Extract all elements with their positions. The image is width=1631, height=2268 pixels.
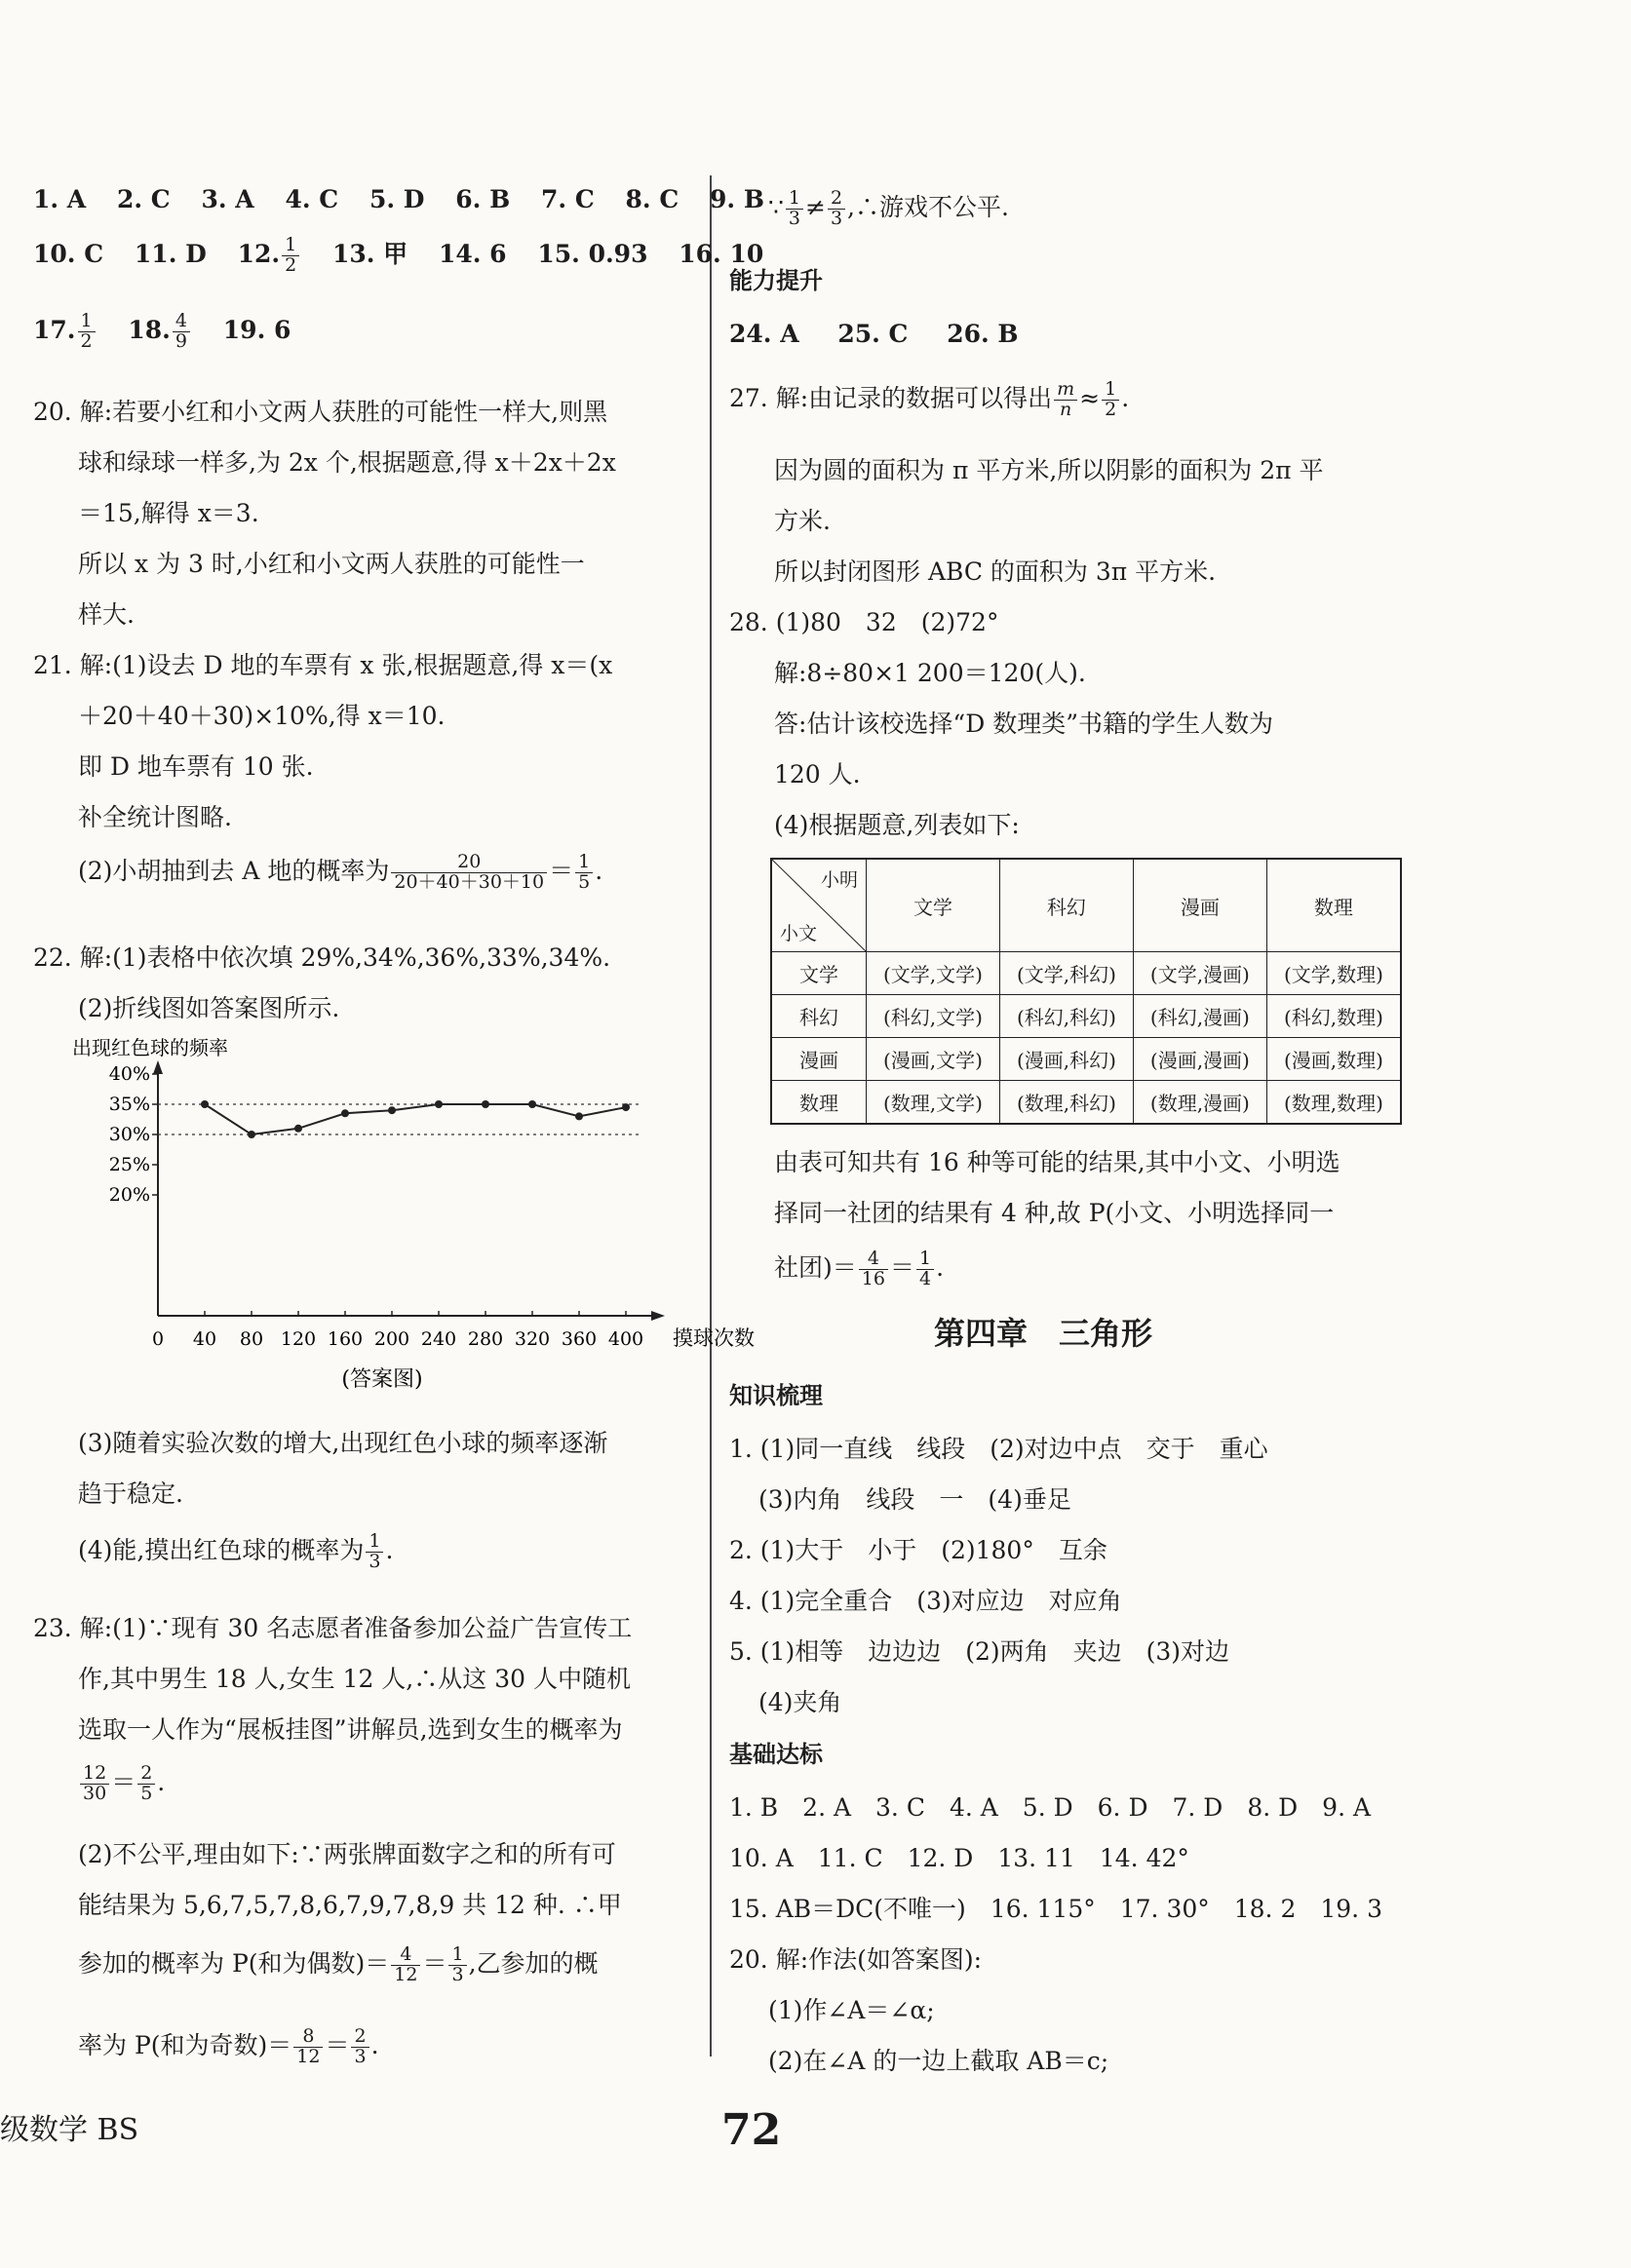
approx-sign: ≈ (1079, 383, 1101, 412)
q22-part4: (4)能,摸出红色球的概率为 $\frac{1}{3}$ . (78, 1530, 394, 1572)
q27-line1: 27. 解:由记录的数据可以得出 $\frac{m}{n}$ ≈ $\frac{1}{2}$ . (729, 378, 1130, 420)
table-cell: (数理,科幻) (999, 1081, 1133, 1125)
table-cell: (漫画,科幻) (999, 1038, 1133, 1081)
q23-line: 选取一人作为“展板挂图”讲解员,选到女生的概率为 (78, 1715, 623, 1744)
answer-16: 16. 10 (679, 239, 764, 268)
q23-line: 作,其中男生 18 人,女生 12 人,∴从这 30 人中随机 (78, 1665, 631, 1693)
answer-5: 5. D (369, 185, 425, 213)
answer-1: 1. A (33, 185, 87, 213)
q21-line: 21. 解:(1)设去 D 地的车票有 x 张,根据题意,得 x＝(x (33, 651, 613, 679)
table-row (771, 995, 1401, 1038)
knowledge-line: (4)夹角 (758, 1688, 842, 1716)
fraction: $\frac{1}{2}$ (1102, 380, 1119, 420)
table-row (771, 1038, 1401, 1081)
table-cell: (文学,科幻) (999, 952, 1133, 995)
answer-7: 7. C (541, 185, 595, 213)
fraction: $\frac{4}{9}$ (173, 312, 190, 352)
fraction: $\frac{1}{4}$ (916, 1249, 934, 1289)
table-col-header: 漫画 (1133, 859, 1266, 952)
q20-line: 样大. (78, 600, 135, 629)
section-heading-knowledge: 知识梳理 (729, 1382, 823, 1409)
basic-line: 15. AB＝DC(不唯一) 16. 115° 17. 30° 18. 2 19. 3 (729, 1895, 1382, 1923)
data-point (341, 1109, 349, 1117)
answers-1-9 (33, 187, 764, 211)
q23-result2: 参加的概率为 P(和为偶数)＝ $\frac{4}{12}$ ＝ $\frac{1}{3}$ ,乙参加的概 (78, 1943, 599, 1985)
table-row (771, 952, 1401, 995)
q20-line: 球和绿球一样多,为 2x 个,根据题意,得 x＋2x＋2x (78, 448, 616, 477)
fraction: $\frac{2}{3}$ (351, 2027, 369, 2067)
section-heading-basic: 基础达标 (729, 1741, 823, 1768)
table-cell: (文学,数理) (1266, 952, 1401, 995)
table-row-header: 文学 (771, 952, 867, 995)
table-cell: (文学,文学) (867, 952, 1000, 995)
fraction: $\frac{2}{5}$ (137, 1764, 155, 1804)
answer-2: 2. C (117, 185, 171, 213)
fraction: $\frac{4}{16}$ (859, 1249, 888, 1289)
answer-13: 13. 甲 (331, 239, 408, 268)
basic-line: 1. B 2. A 3. C 4. A 5. D 6. D 7. D 8. D 9. A (729, 1793, 1372, 1822)
answer-6: 6. B (455, 185, 511, 213)
fraction: $\frac{2}{3}$ (828, 189, 845, 229)
data-point (294, 1125, 302, 1133)
corner-label-xiaowen: 小文 (780, 923, 818, 944)
y-tick-label: 25% (108, 1154, 150, 1175)
q27-text: 27. 解:由记录的数据可以得出 (729, 383, 1053, 412)
equals-sign: ＝ (549, 856, 574, 885)
y-tick-label: 20% (108, 1184, 150, 1206)
q22-line: 趋于稳定. (78, 1480, 183, 1508)
q28-line: (4)根据题意,列表如下: (774, 811, 1020, 839)
answer-8: 8. C (625, 185, 680, 213)
q28-line: 解:8÷80×1 200＝120(人). (774, 659, 1086, 687)
table-cell: (漫画,文学) (867, 1038, 1000, 1081)
answers-24-26 (729, 322, 1019, 346)
answer-26: 26. B (947, 320, 1019, 348)
x-tick-label: 400 (607, 1328, 644, 1350)
q22-line: 22. 解:(1)表格中依次填 29%,34%,36%,33%,34%. (33, 943, 611, 972)
q28-line: 答:估计该校选择“D 数理类”书籍的学生人数为 (774, 710, 1273, 738)
q23-line: (2)不公平,理由如下:∵两张牌面数字之和的所有可 (78, 1840, 616, 1868)
data-point (482, 1100, 489, 1108)
table-cell: (数理,文学) (867, 1081, 1000, 1125)
page-number: 72 (721, 2105, 782, 2155)
data-point (528, 1100, 536, 1108)
table-cell: (漫画,漫画) (1133, 1038, 1266, 1081)
q21-part2: (2)小胡抽到去 A 地的概率为 $\frac{20}{20+40+30+10}$ ＝ $\frac{1}{5}$ . (78, 851, 603, 893)
frequency-series-line (205, 1104, 626, 1134)
fraction: $\frac{8}{12}$ (293, 2027, 323, 2067)
answer-11: 11. D (134, 239, 207, 268)
table-row (771, 1081, 1401, 1125)
table-col-header: 数理 (1266, 859, 1401, 952)
answer-24: 24. A (729, 320, 799, 348)
data-point (248, 1131, 255, 1138)
q23-odd-lead: ,乙参加的概 (468, 1948, 599, 1978)
q21-part2-text: (2)小胡抽到去 A 地的概率为 (78, 856, 390, 885)
x-tick-label: 200 (373, 1328, 410, 1350)
data-point (388, 1106, 396, 1114)
chart-caption: (答案图) (341, 1367, 423, 1392)
footer-subject: 级数学 BS (0, 2113, 139, 2147)
q23-odd-text: 率为 P(和为奇数)＝ (78, 2030, 292, 2059)
left-edge-marks (0, 175, 4, 2057)
data-point (622, 1103, 630, 1111)
knowledge-line: 4. (1)完全重合 (3)对应边 对应角 (729, 1587, 1122, 1615)
answer-25: 25. C (837, 320, 909, 348)
q21-line: 补全统计图略. (78, 803, 232, 831)
knowledge-line: 5. (1)相等 边边边 (2)两角 夹边 (3)对边 (729, 1637, 1230, 1666)
table-cell: (数理,漫画) (1133, 1081, 1266, 1125)
x-tick-label: 40 (192, 1328, 217, 1350)
fraction: $\frac{12}{30}$ (80, 1764, 109, 1804)
answer-9: 9. B (710, 185, 764, 213)
fraction: $\frac{1}{3}$ (366, 1532, 383, 1572)
answer-17: 17. (33, 315, 76, 344)
fraction: $\frac{20}{20+40+30+10}$ (391, 853, 547, 893)
y-tick-label: 35% (108, 1094, 150, 1115)
q21-line: ＋20＋40＋30)×10%,得 x＝10. (78, 702, 446, 730)
table-row-header: 科幻 (771, 995, 867, 1038)
fraction: $\frac{1}{3}$ (448, 1945, 466, 1985)
x-tick-label: 80 (239, 1328, 264, 1350)
table-col-header: 文学 (867, 859, 1000, 952)
q23-result1: $\frac{12}{30}$ ＝ $\frac{2}{5}$ . (78, 1764, 165, 1804)
fraction: $\frac{1}{5}$ (575, 853, 593, 893)
q22-line: (3)随着实验次数的增大,出现红色小球的频率逐渐 (78, 1429, 608, 1457)
table-cell: (科幻,漫画) (1133, 995, 1266, 1038)
x-tick-label: 0 (151, 1328, 165, 1350)
table-cell: (文学,漫画) (1133, 952, 1266, 995)
q22-line: (2)折线图如答案图所示. (78, 994, 340, 1022)
q28-line: 28. (1)80 32 (2)72° (729, 608, 999, 636)
outcome-table (770, 858, 1402, 1125)
section-heading-ability: 能力提升 (729, 267, 823, 294)
table-cell: (科幻,科幻) (999, 995, 1133, 1038)
q21-line: 即 D 地车票有 10 张. (78, 752, 314, 781)
x-tick-label: 320 (514, 1328, 551, 1350)
answer-3: 3. A (201, 185, 254, 213)
q28-line: 120 人. (774, 760, 861, 788)
x-tick-label: 240 (420, 1328, 457, 1350)
fraction: $\frac{1}{2}$ (78, 312, 96, 352)
table-row-header: 漫画 (771, 1038, 867, 1081)
q23-line: 23. 解:(1)∵现有 30 名志愿者准备参加公益广告宣传工 (33, 1614, 633, 1642)
table-row-header: 数理 (771, 1081, 867, 1125)
answer-4: 4. C (285, 185, 339, 213)
table-corner-cell (771, 859, 867, 952)
q23-result3: 率为 P(和为奇数)＝ $\frac{8}{12}$ ＝ $\frac{2}{3}$ . (78, 2025, 379, 2067)
x-tick-label: 360 (561, 1328, 598, 1350)
unfair-conclusion (768, 189, 1009, 229)
table-cell: (科幻,数理) (1266, 995, 1401, 1038)
q28-line: 由表可知共有 16 种等可能的结果,其中小文、小明选 (774, 1148, 1340, 1176)
table-cell: (数理,数理) (1266, 1081, 1401, 1125)
answers-10-16 (33, 236, 763, 276)
y-axis-arrow (153, 1060, 163, 1074)
unfair-text: ,∴游戏不公平. (847, 192, 1009, 221)
basic-line: (1)作∠A＝∠α; (768, 1996, 935, 2024)
answer-18: 18. (128, 315, 171, 344)
chapter-title: 第四章 三角形 (934, 1315, 1153, 1352)
q23-line: 能结果为 5,6,7,5,7,8,6,7,9,7,8,9 共 12 种. ∴甲 (78, 1891, 622, 1919)
basic-line: (2)在∠A 的一边上截取 AB＝c; (768, 2047, 1109, 2075)
knowledge-line: (3)内角 线段 一 (4)垂足 (758, 1485, 1071, 1514)
fraction: $\frac{4}{12}$ (391, 1945, 420, 1985)
basic-line: 20. 解:作法(如答案图): (729, 1945, 983, 1974)
data-point (575, 1112, 583, 1120)
q27-line: 因为圆的面积为 π 平方米,所以阴影的面积为 2π 平 (774, 456, 1324, 484)
q28-result-text: 社团)＝ (774, 1252, 857, 1282)
fraction: $\frac{1}{3}$ (786, 189, 803, 229)
table-cell: (漫画,数理) (1266, 1038, 1401, 1081)
frequency-line-chart (72, 1033, 755, 1392)
data-point (201, 1100, 209, 1108)
x-tick-label: 160 (327, 1328, 364, 1350)
basic-line: 10. A 11. C 12. D 13. 11 14. 42° (729, 1844, 1189, 1872)
answer-10: 10. C (33, 239, 104, 268)
answer-14: 14. 6 (438, 239, 507, 268)
answers-17-19 (33, 312, 291, 352)
table-col-header: 科幻 (999, 859, 1133, 952)
x-axis-arrow (651, 1311, 665, 1321)
q23-even-text: 参加的概率为 P(和为偶数)＝ (78, 1948, 390, 1978)
q22-part4-text: (4)能,摸出红色球的概率为 (78, 1535, 365, 1564)
chart-title: 出现红色球的频率 (72, 1036, 228, 1059)
q27-line: 所以封闭图形 ABC 的面积为 3π 平方米. (774, 557, 1217, 586)
q27-line: 方米. (774, 507, 831, 535)
data-point (435, 1100, 443, 1108)
not-equal-sign: ≠ (805, 192, 826, 221)
x-axis-label: 摸球次数 (673, 1326, 755, 1350)
x-tick-label: 280 (467, 1328, 504, 1350)
because-sign: ∵ (768, 192, 784, 221)
x-tick-label: 120 (280, 1328, 317, 1350)
q20-line: ＝15,解得 x＝3. (78, 499, 259, 527)
y-tick-label: 40% (108, 1063, 150, 1085)
q28-line: 择同一社团的结果有 4 种,故 P(小文、小明选择同一 (774, 1199, 1335, 1227)
answer-12: 12. (237, 239, 281, 268)
table-cell: (科幻,文学) (867, 995, 1000, 1038)
corner-label-xiaoming: 小明 (820, 869, 858, 891)
knowledge-line: 1. (1)同一直线 线段 (2)对边中点 交于 重心 (729, 1435, 1268, 1463)
fraction: $\frac{m}{n}$ (1054, 380, 1077, 420)
knowledge-line: 2. (1)大于 小于 (2)180° 互余 (729, 1536, 1107, 1564)
y-tick-label: 30% (108, 1124, 150, 1145)
q20-line: 所以 x 为 3 时,小红和小文两人获胜的可能性一 (78, 550, 585, 578)
answer-15: 15. 0.93 (537, 239, 648, 268)
q20-line: 20. 解:若要小红和小文两人获胜的可能性一样大,则黑 (33, 398, 608, 426)
answer-19: 19. 6 (222, 315, 291, 344)
fraction: $\frac{1}{2}$ (282, 236, 299, 276)
q28-result: 社团)＝ $\frac{4}{16}$ ＝ $\frac{1}{4}$ . (774, 1248, 945, 1289)
